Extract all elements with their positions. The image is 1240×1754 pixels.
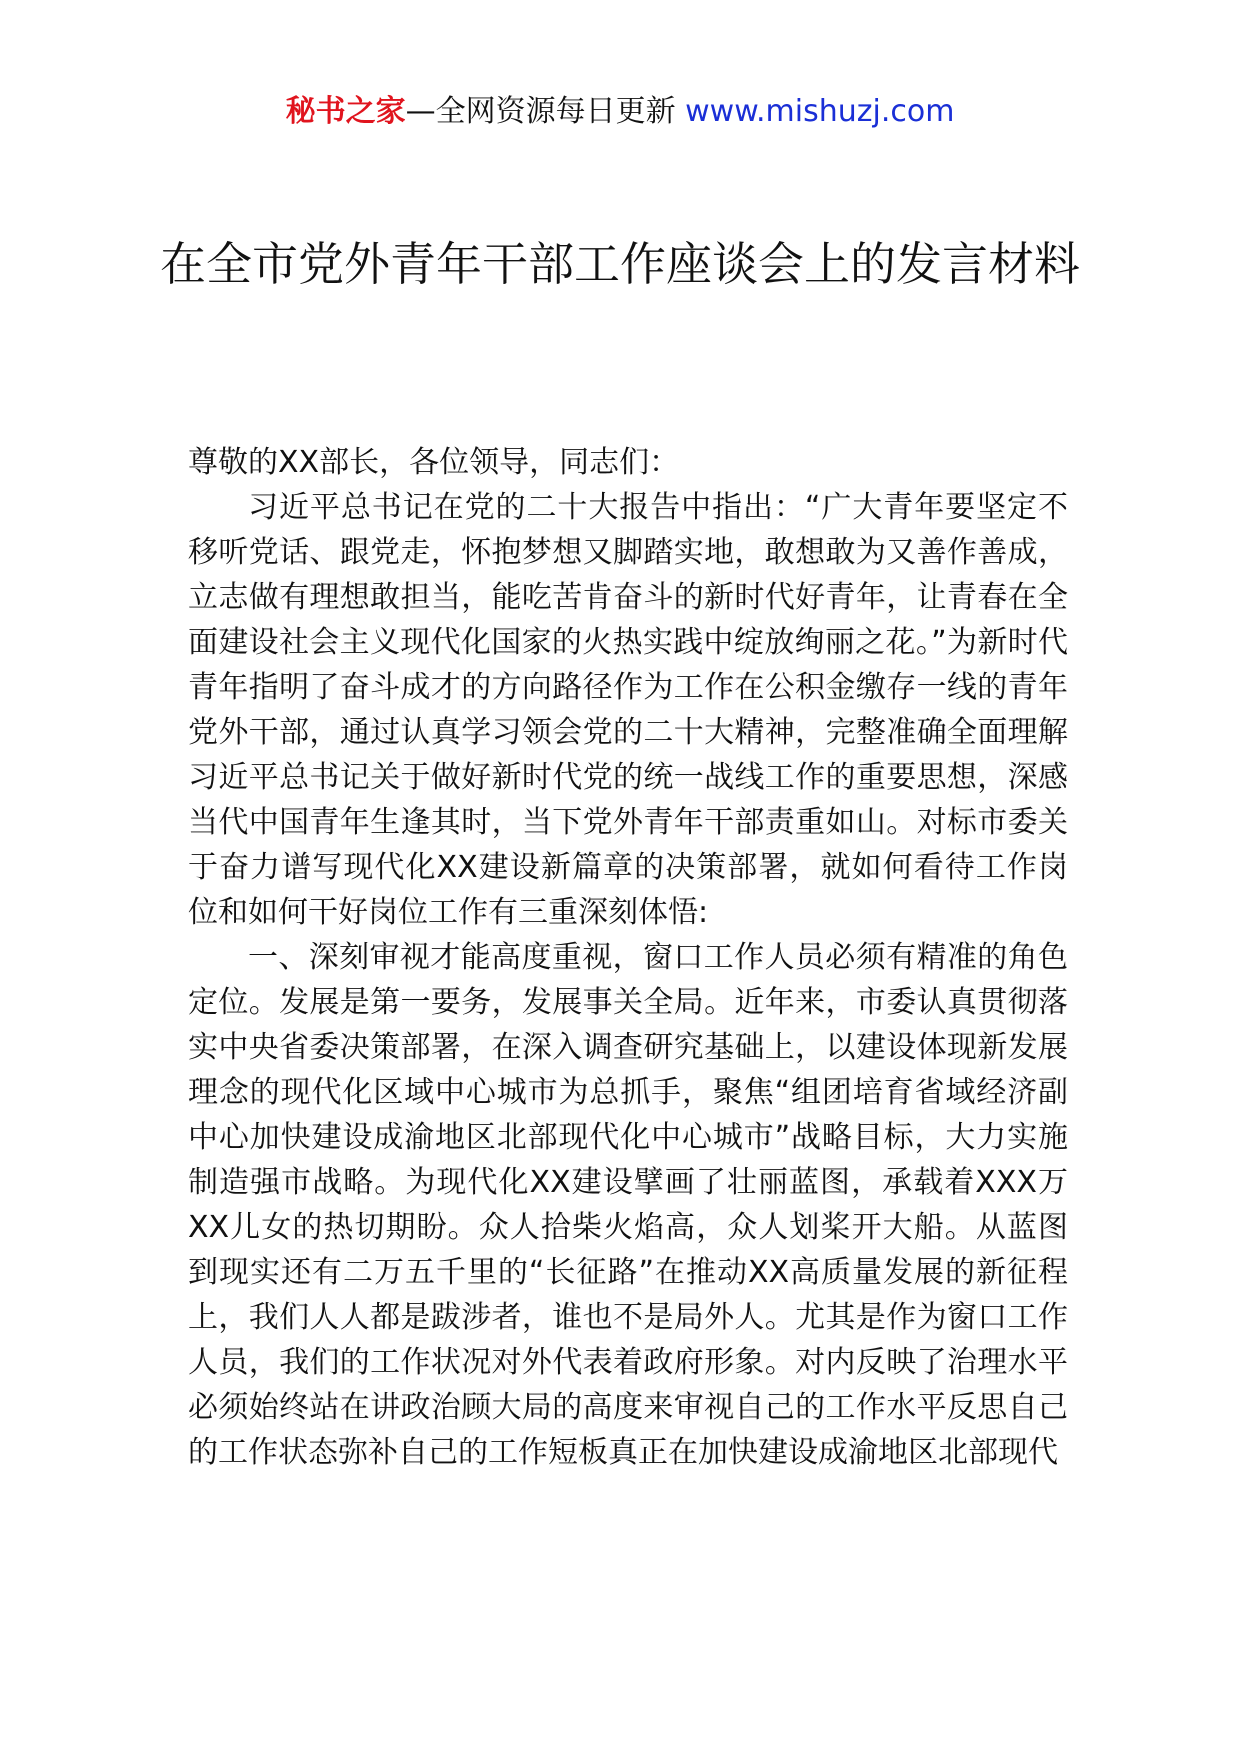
paragraph: 一、深刻审视才能高度重视，窗口工作人员必须有精准的角色定位。发展是第一要务，发展事关全局。近年来，市委认真贯彻落实中央省委决策部署，在深入调查研究基础上，以建设体现新发展理念的现代化区域中心城市为总抓手，聚焦“组团培育省域经济副中心加快建设成渝地区北部现代化中心城市”战略目标，大力实施制造强市战略。为现代化XX建设擘画了壮丽蓝图，承载着XXX万XX儿女的热切期盼。众人拾柴火焰高，众人划桨开大船。从蓝图到现实还有二万五千里的“长征路”在推动XX高质量发展的新征程上，我们人人都是跋涉者，谁也不是局外人。尤其是作为窗口工作人员，我们的工作状况对外代表着政府形象。对内反映了治理水平必须始终站在讲政治顾大局的高度来审视自己的工作水平反思自己的工作状态弥补自己的工作短板真正在加快建设成渝地区北部现代	[188, 940, 1068, 1470]
website-link[interactable]: www.mishuzj.com	[685, 94, 955, 129]
document-body	[188, 440, 1068, 1475]
document-title: 在全市党外青年干部工作座谈会上的发言材料	[160, 237, 1080, 291]
brand-name: 秘书之家	[285, 94, 406, 129]
salutation: 尊敬的XX部长，各位领导，同志们：	[188, 445, 680, 480]
site-header	[0, 92, 1240, 132]
header-slogan: —全网资源每日更新	[405, 94, 686, 129]
paragraph: 习近平总书记在党的二十大报告中指出：“广大青年要坚定不移听党话、跟党走，怀抱梦想又脚踏实地，敢想敢为又善作善成，立志做有理想敢担当，能吃苦肯奋斗的新时代好青年，让青春在全面建设社会主义现代化国家的火热实践中绽放绚丽之花。”为新时代青年指明了奋斗成才的方向路径作为工作在公积金缴存一线的青年党外干部，通过认真学习领会党的二十大精神，完整准确全面理解习近平总书记关于做好新时代党的统一战线工作的重要思想，深感当代中国青年生逢其时，当下党外青年干部责重如山。对标市委关于奋力谱写现代化XX建设新篇章的决策部署，就如何看待工作岗位和如何干好岗位工作有三重深刻体悟:	[188, 490, 1068, 930]
